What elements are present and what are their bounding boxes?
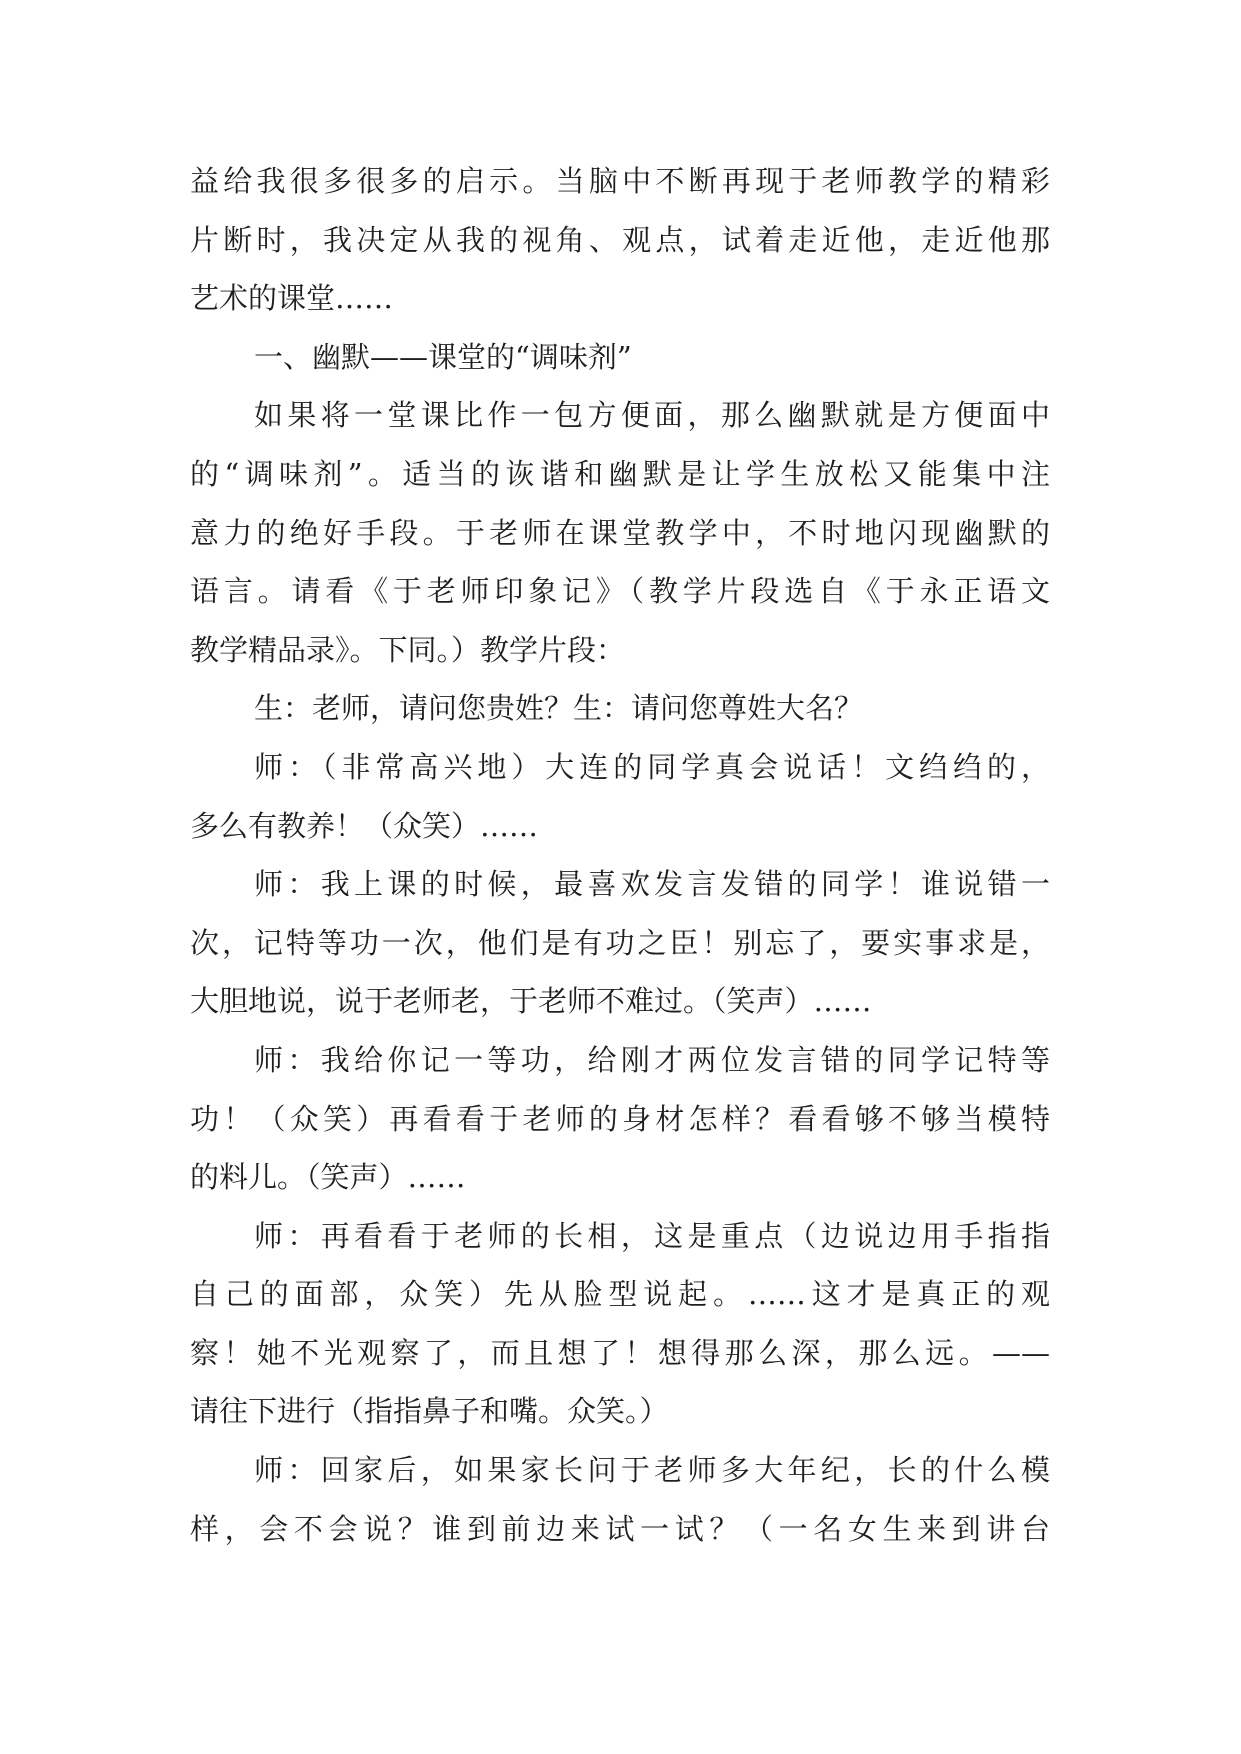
paragraph-first-line: 一、幽默——课堂的“调味剂”	[254, 339, 632, 374]
paragraph-line: 的料儿。（笑声）……	[190, 1160, 466, 1195]
paragraph-line: 请往下进行（指指鼻子和嘴。众笑。）	[190, 1394, 669, 1429]
paragraph-first-line: 如果将一堂课比作一包方便面，那么幽默就是方便面中	[254, 398, 1050, 433]
paragraph-line: 自己的面部，众笑）先从脸型说起。……这才是真正的观	[190, 1277, 1050, 1312]
paragraph-line: 察！她不光观察了，而且想了！想得那么深，那么远。——	[190, 1335, 1050, 1370]
paragraph-first-line: 生：老师，请问您贵姓？生：请问您尊姓大名？	[254, 691, 864, 726]
paragraph-line: 次，记特等功一次，他们是有功之臣！别忘了，要实事求是，	[190, 925, 1050, 960]
paragraph-line: 教学精品录》。下同。）教学片段：	[190, 632, 626, 667]
paragraph-first-line: 师：再看看于老师的长相，这是重点（边说边用手指指	[254, 1218, 1050, 1253]
paragraph-line: 大胆地说，说于老师老，于老师不难过。（笑声）……	[190, 984, 872, 1019]
paragraph-line: 的“调味剂”。适当的诙谐和幽默是让学生放松又能集中注	[190, 456, 1050, 491]
body-text	[190, 152, 1050, 1558]
paragraph-line: 语言。请看《于老师印象记》（教学片段选自《于永正语文	[190, 574, 1050, 609]
paragraph-line: 艺术的课堂……	[190, 281, 394, 316]
paragraph-line: 意力的绝好手段。于老师在课堂教学中，不时地闪现幽默的	[190, 515, 1050, 550]
paragraph-first-line: 师：我上课的时候，最喜欢发言发错的同学！谁说错一	[254, 867, 1050, 902]
paragraph-line: 样，会不会说？谁到前边来试一试？（一名女生来到讲台	[190, 1511, 1050, 1546]
paragraph-first-line: 师：我给你记一等功，给刚才两位发言错的同学记特等	[254, 1042, 1050, 1077]
paragraph-first-line: 师：回家后，如果家长问于老师多大年纪，长的什么模	[254, 1453, 1050, 1488]
paragraph-line: 片断时，我决定从我的视角、观点，试着走近他，走近他那	[190, 222, 1050, 257]
paragraph-line: 多么有教养！（众笑）……	[190, 808, 539, 843]
paragraph-line: 益给我很多很多的启示。当脑中不断再现于老师教学的精彩	[190, 164, 1050, 198]
paragraph-first-line: 师：（非常高兴地）大连的同学真会说话！文绉绉的，	[254, 749, 1050, 784]
paragraph-line: 功！（众笑）再看看于老师的身材怎样？看看够不够当模特	[190, 1101, 1050, 1136]
